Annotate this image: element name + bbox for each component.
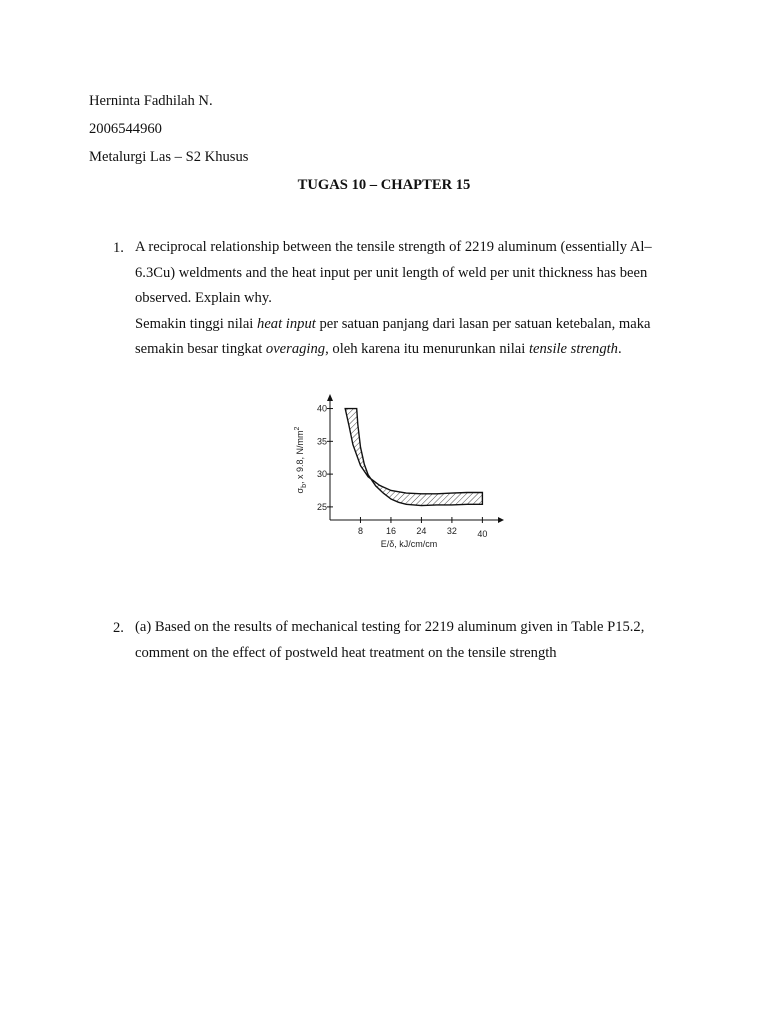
question-1 <box>135 235 675 363</box>
y-tick-label: 30 <box>316 469 327 480</box>
question-1-line-3: observed. Explain why. <box>135 290 272 306</box>
y-tick-label: 25 <box>316 501 327 512</box>
question-1-line-1: A reciprocal relationship between the tensile strength of 2219 aluminum (essentially Al– <box>135 239 652 255</box>
y-axis-label: $\sigma_b$, x 9.8, $N/mm^2$ <box>294 426 308 494</box>
y-tick-label: 35 <box>316 436 327 447</box>
x-tick-label: 24 <box>416 526 427 536</box>
answer-text: . <box>617 341 622 357</box>
answer-term-overaging: overaging <box>265 341 326 357</box>
author-name: Herninta Fadhilah N. <box>89 93 213 109</box>
x-axis-arrow <box>498 517 504 523</box>
x-tick-label: 16 <box>385 526 396 536</box>
answer-text: Semakin tinggi nilai <box>135 315 258 332</box>
student-id: 2006544960 <box>89 121 162 137</box>
x-tick-label: 32 <box>446 526 457 536</box>
question-1-number: 1. <box>113 240 124 256</box>
question-2-line-2: comment on the effect of postweld heat treatment on the tensile strength <box>135 644 557 661</box>
y-tick-label: 40 <box>316 403 327 414</box>
x-axis-label: E/δ, kJ/cm/cm <box>380 539 438 549</box>
assignment-title: TUGAS 10 – CHAPTER 15 <box>297 177 471 193</box>
x-tick-label: 8 <box>357 526 363 536</box>
strength-band <box>345 409 482 506</box>
question-1-line-2: 6.3Cu) weldments and the heat input per unit length of weld per unit thickness has been <box>135 264 648 281</box>
answer-text: per satuan panjang dari lasan per satuan ketebalan, maka <box>315 315 651 332</box>
answer-text: semakin besar tingkat <box>135 341 266 357</box>
x-tick-label: 40 <box>477 529 488 539</box>
answer-1-line-1 <box>135 312 675 338</box>
question-2 <box>135 615 675 666</box>
tensile-strength-chart <box>285 392 515 557</box>
question-2-number: 2. <box>113 620 124 636</box>
y-axis-arrow <box>327 394 333 401</box>
course-name: Metalurgi Las – S2 Khusus <box>89 149 249 165</box>
answer-term-heat-input: heat input <box>257 315 316 332</box>
answer-1-line-2 <box>135 337 675 363</box>
question-2-line-1: (a) Based on the results of mechanical testing for 2219 aluminum given in Table P15.2, <box>135 619 645 635</box>
answer-text: , oleh karena itu menurunkan nilai <box>325 341 529 357</box>
answer-term-tensile-strength: tensile strength <box>528 341 618 357</box>
